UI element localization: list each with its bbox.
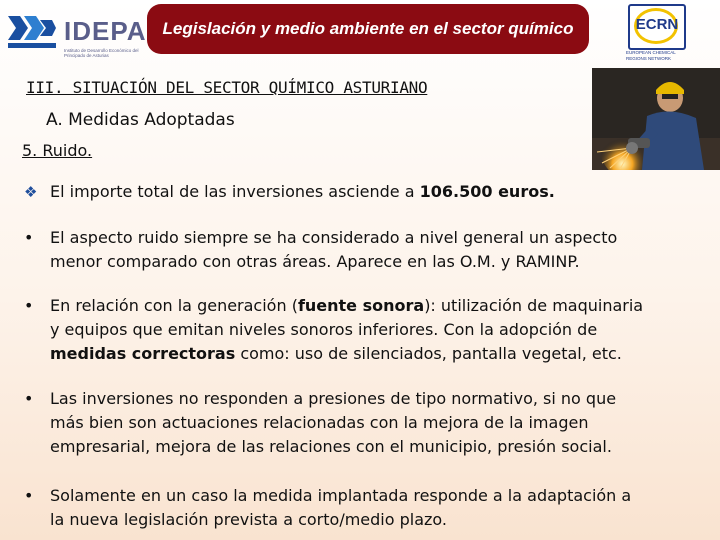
text-line	[50, 435, 616, 459]
diamond-bullet-icon: ❖	[24, 183, 38, 201]
bold-text: medidas correctoras	[50, 344, 236, 363]
list-item-text	[50, 180, 555, 204]
text-run: El aspecto ruido siempre se ha considerado a nivel general un aspecto	[50, 228, 618, 247]
text-run: empresarial, mejora de las relaciones con el municipio, presión social.	[50, 437, 612, 456]
text-line	[50, 250, 617, 274]
text-line	[50, 342, 643, 366]
text-line	[50, 387, 616, 411]
idepa-emblem-icon	[6, 12, 58, 52]
text-run: menor comparado con otras áreas. Aparece en las O.M. y RAMINP.	[50, 252, 580, 271]
text-line	[50, 294, 643, 318]
text-line	[50, 318, 643, 342]
text-line	[50, 180, 555, 204]
section-title: III. SITUACIÓN DEL SECTOR QUÍMICO ASTURIANO	[26, 78, 428, 97]
list-item-text	[50, 484, 631, 532]
idepa-logo-caption: Instituto de Desarrollo Económico del Principado de Asturias	[64, 48, 139, 58]
text-run: como: uso de silenciados, pantalla vegetal, etc.	[235, 344, 622, 363]
text-line	[50, 508, 631, 532]
idepa-logo	[6, 6, 146, 68]
text-run: la nueva legislación prevista a corto/medio plazo.	[50, 510, 448, 529]
text-run: En relación con la generación (	[50, 296, 298, 315]
list-item-text	[50, 226, 617, 274]
text-run: ): utilización de maquinaria	[424, 296, 644, 315]
text-run: y equipos que emitan niveles sonoros inferiores. Con la adopción de	[50, 320, 598, 339]
banner-title: Legislación y medio ambiente en el sector químico	[162, 19, 574, 38]
worker-grinding-photo	[592, 68, 720, 170]
text-line	[50, 411, 616, 435]
text-run: Las inversiones no responden a presiones de tipo normativo, si no que	[50, 389, 617, 408]
list-item-text	[50, 294, 643, 366]
title-banner	[147, 4, 589, 54]
bullet-icon: •	[24, 389, 34, 408]
ecrn-badge	[628, 4, 686, 50]
ecrn-logo-word: ECRN	[635, 16, 679, 33]
idepa-logo-word: IDEPA	[64, 16, 147, 46]
bullet-icon: •	[24, 228, 34, 247]
text-line	[50, 484, 631, 508]
text-run: El importe total de las inversiones asciende a	[50, 182, 420, 201]
ecrn-logo	[622, 4, 716, 68]
topic-title: 5. Ruido.	[22, 141, 93, 160]
bold-text: 106.500 euros.	[419, 182, 555, 201]
text-run: Solamente en un caso la medida implantada responde a la adaptación a	[50, 486, 632, 505]
ecrn-logo-caption: EUROPEAN CHEMICAL REGIONS NETWORK	[626, 50, 676, 61]
subsection-title: A. Medidas Adoptadas	[46, 110, 235, 130]
bullet-icon: •	[24, 296, 34, 315]
bold-text: fuente sonora	[297, 296, 425, 315]
text-run: más bien son actuaciones relacionadas con la mejora de la imagen	[50, 413, 589, 432]
list-item-text	[50, 387, 616, 459]
text-line	[50, 226, 617, 250]
bullet-icon: •	[24, 486, 34, 505]
